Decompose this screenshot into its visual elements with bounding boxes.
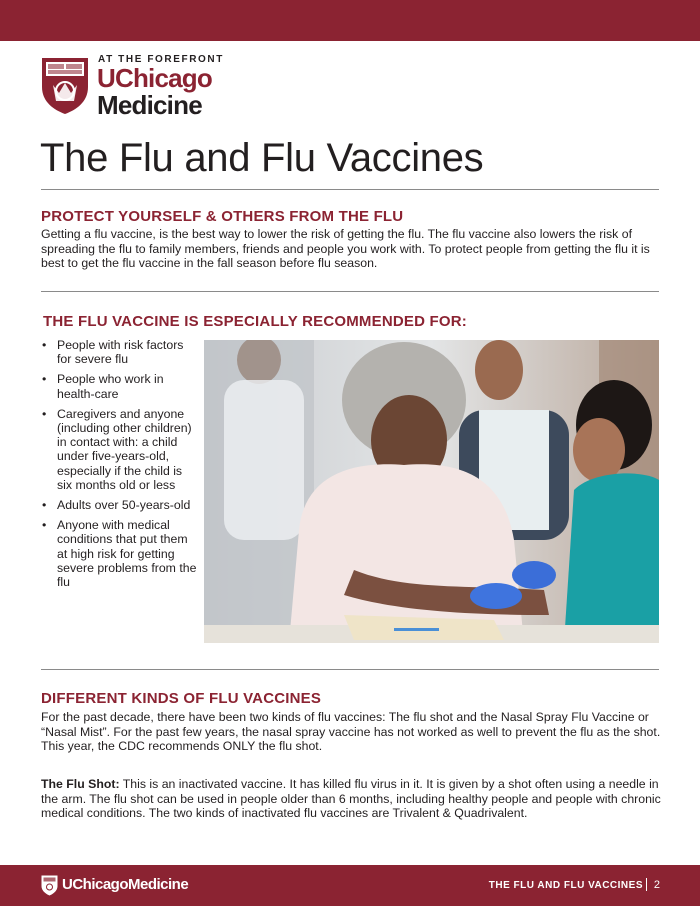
footer-brand: UChicagoMedicine: [62, 876, 189, 893]
recommended-list: [41, 338, 197, 595]
footer-bar: [0, 865, 700, 906]
page-title: The Flu and Flu Vaccines: [40, 136, 484, 180]
section-divider-2: [41, 669, 659, 670]
page-number: 2: [653, 879, 660, 891]
logo-tagline: AT THE FOREFRONT: [98, 54, 224, 65]
section-divider-1: [41, 291, 659, 292]
flu-shot-text: This is an inactivated vaccine. It has killed flu virus in it. It is given by a shot often using a needle in the arm. The flu shot can be used in people older than 6 months, including healthy people and people with chronic medical conditions. The two kinds of inactivated flu vaccines are Trivalent & Quadrivalent.: [41, 777, 661, 821]
section-body-kinds: For the past decade, there have been two kinds of flu vaccines: The flu shot and the Nasal Spray Flu Vaccine or “Nasal Mist”. For the past few years, the nasal spray vaccine has not worked as well to prevent the flu as the shot. This year, the CDC recommends ONLY the flu shot.: [41, 710, 661, 754]
title-divider: [41, 189, 659, 190]
flu-shot-label: The Flu Shot:: [41, 777, 120, 791]
vaccination-photo: [204, 340, 659, 643]
footer-separator: [646, 878, 647, 891]
section-heading-protect: PROTECT YOURSELF & OTHERS FROM THE FLU: [41, 208, 404, 225]
logo-brand-uchicago: UChicago: [97, 63, 212, 93]
logo-brand-medicine: Medicine: [97, 90, 202, 120]
top-color-bar: [0, 0, 700, 41]
list-item: • People with risk factors for severe flu: [41, 338, 197, 366]
footer-document-title: THE FLU AND FLU VACCINES: [488, 880, 643, 891]
list-item: • Caregivers and anyone (including other children) in contact with: a child under five-years-old, especially if the child is six months old or less: [41, 407, 197, 492]
list-item: • Anyone with medical conditions that put them at high risk for getting severe problems from the flu: [41, 518, 197, 589]
flu-shot-paragraph: [41, 777, 661, 821]
uchicago-shield-icon: [41, 57, 89, 115]
uchicago-medicine-logo: [41, 54, 231, 120]
section-heading-kinds: DIFFERENT KINDS OF FLU VACCINES: [41, 690, 322, 707]
list-item: • People who work in health-care: [41, 372, 197, 400]
section-heading-recommended: THE FLU VACCINE IS ESPECIALLY RECOMMENDED FOR:: [43, 313, 467, 330]
section-body-protect: Getting a flu vaccine, is the best way to lower the risk of getting the flu. The flu vaccine also lowers the risk of spreading the flu to family members, friends and people you work with. To protect people from getting the flu it is best to get the flu vaccine in the fall season before flu season.: [41, 227, 650, 271]
list-item: • Adults over 50-years-old: [41, 498, 197, 512]
footer-shield-icon: [41, 875, 58, 896]
